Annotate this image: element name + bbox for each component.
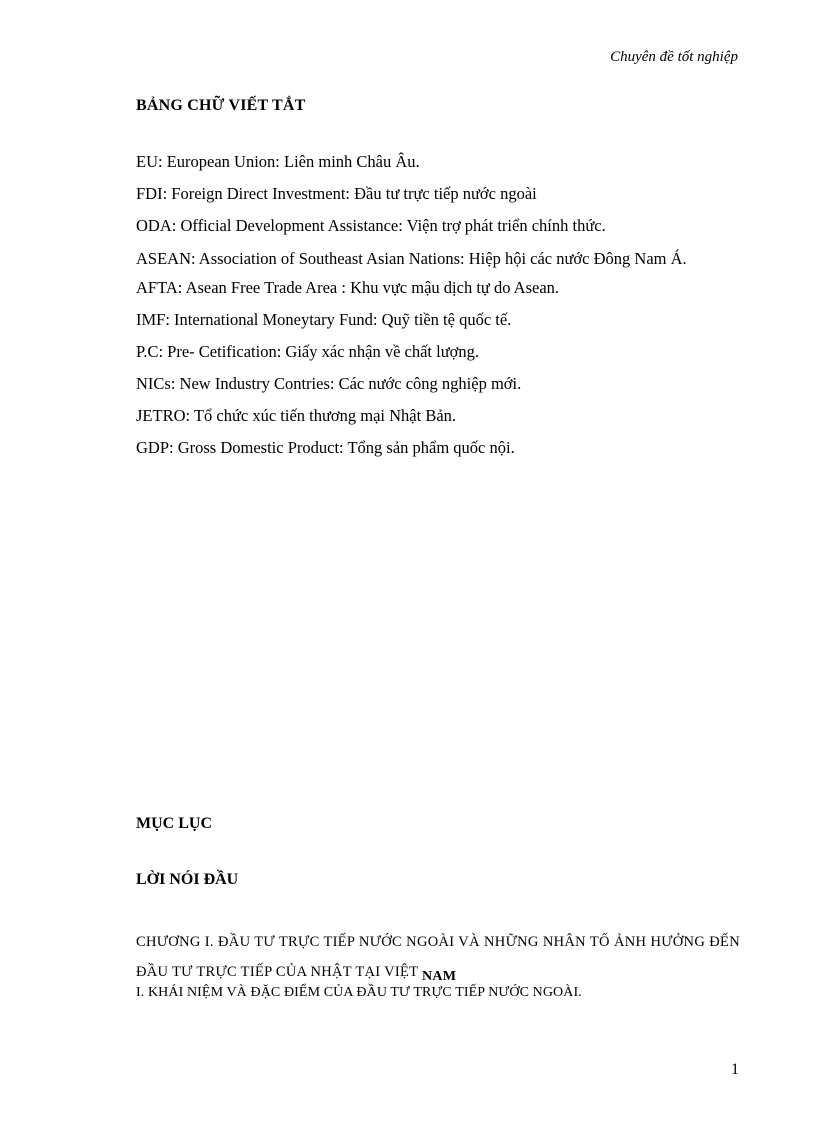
abbr-item: FDI: Foreign Direct Investment: Đầu tư trực tiếp nước ngoài	[136, 184, 537, 203]
page-number: 1	[731, 1061, 739, 1078]
abbreviations-list	[136, 152, 740, 458]
toc-chapter-1	[136, 927, 740, 988]
abbr-item: NICs: New Industry Contries: Các nước công nghiệp mới.	[136, 374, 522, 393]
toc-chapter-1-end: NAM	[421, 969, 457, 984]
abbr-item: IMF: International Moneytary Fund: Quỹ tiền tệ quốc tế.	[136, 310, 512, 329]
abbr-item: JETRO: Tổ chức xúc tiến thương mại Nhật Bản.	[136, 406, 457, 425]
toc-preface: LỜI NÓI ĐẦU	[136, 871, 239, 888]
abbr-item: ODA: Official Development Assistance: Viện trợ phát triển chính thức.	[136, 216, 606, 235]
toc-chapter-1-text: CHƯƠNG I. ĐẦU TƯ TRỰC TIẾP NƯỚC NGOÀI VÀ NHỮNG NHÂN TỐ ẢNH HƯỞNG ĐẾN ĐẦU TƯ TRỰC TIẾP CỦA NHẬT TẠI VIỆT	[136, 934, 740, 980]
abbr-item: EU: European Union: Liên minh Châu Âu.	[136, 152, 420, 171]
toc-section-1: I. KHÁI NIỆM VÀ ĐẶC ĐIỂM CỦA ĐẦU TƯ TRỰC TIẾP NƯỚC NGOÀI.	[136, 985, 582, 1000]
abbr-item: GDP: Gross Domestic Product: Tổng sản phẩm quốc nội.	[136, 438, 515, 457]
abbr-item: ASEAN: Association of Southeast Asian Nations: Hiệp hội các nước Đông Nam Á.	[136, 249, 687, 268]
abbr-item: AFTA: Asean Free Trade Area : Khu vực mậu dịch tự do Asean.	[136, 278, 560, 297]
running-header: Chuyên đề tốt nghiệp	[610, 49, 738, 65]
toc-title: MỤC LỤC	[136, 815, 212, 832]
abbreviations-title: BẢNG CHỮ VIẾT TẮT	[136, 97, 306, 114]
abbr-item: P.C: Pre- Cetification: Giấy xác nhận về chất lượng.	[136, 342, 480, 361]
